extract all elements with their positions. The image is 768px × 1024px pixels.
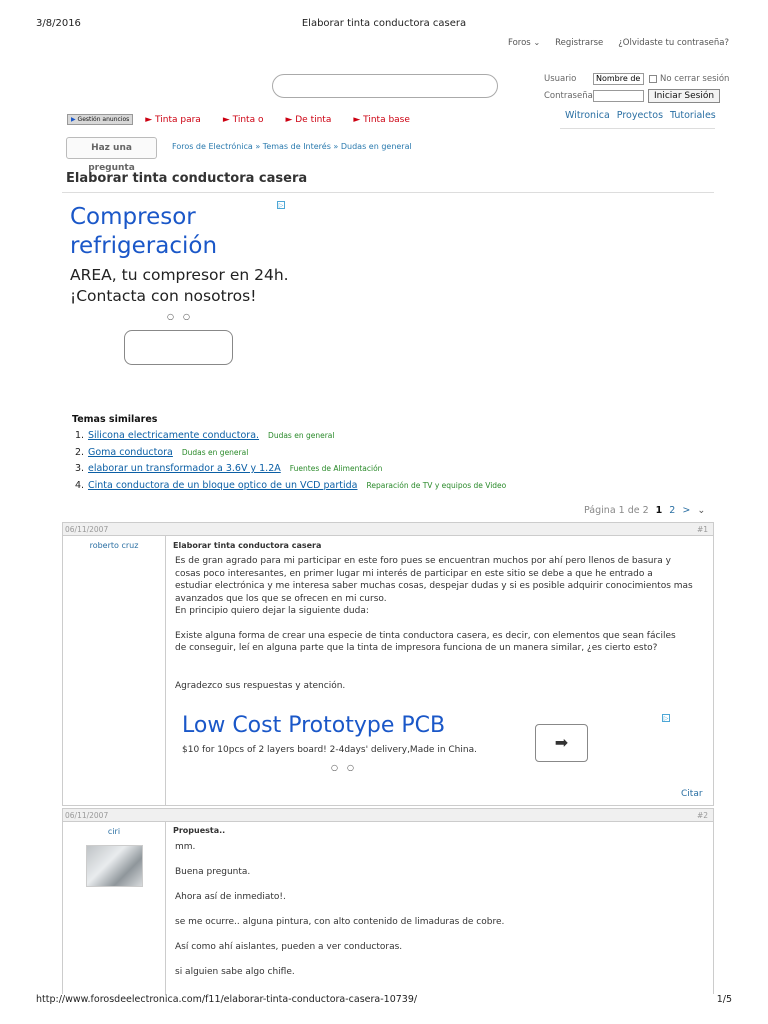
- topic-forum: Dudas en general: [268, 431, 335, 440]
- ad-headline: refrigeración: [70, 233, 218, 259]
- password-field[interactable]: [593, 90, 644, 102]
- topic-link[interactable]: elaborar un transformador a 3.6V y 1.2A: [88, 463, 281, 474]
- play-icon: ▶: [71, 116, 76, 123]
- arrow-right-icon: ➡: [554, 733, 569, 752]
- page-title: Elaborar tinta conductora casera: [66, 171, 308, 186]
- post-number[interactable]: #2: [696, 811, 708, 820]
- post-date: 06/11/2007: [65, 811, 109, 820]
- list-item: 1. Silicona electricamente conductora. Dudas en general: [75, 430, 335, 441]
- page-2-link[interactable]: 2: [669, 505, 676, 516]
- post-username[interactable]: roberto cruz: [89, 541, 139, 550]
- post-header: [63, 809, 713, 822]
- chevron-down-icon: ⌄: [533, 38, 541, 47]
- ad-headline: Compresor: [70, 204, 196, 230]
- forum-post: [62, 808, 714, 994]
- ad-link[interactable]: ► Tinta para: [145, 114, 201, 125]
- search-input[interactable]: [272, 74, 498, 98]
- ad-management-button[interactable]: ▶ Gestión anuncios: [67, 114, 133, 125]
- ad-link[interactable]: ► Tinta o: [222, 114, 264, 125]
- ad-text: ¡Contacta con nosotros!: [70, 287, 257, 305]
- quote-button[interactable]: Citar: [681, 789, 703, 799]
- topic-forum: Dudas en general: [181, 447, 249, 457]
- post-number[interactable]: #1: [696, 525, 708, 534]
- divider: [560, 128, 715, 129]
- ad-text: $10 for 10pcs of 2 layers board! 2-4days' delivery,Made in China.: [182, 745, 477, 755]
- top-nav: [508, 38, 729, 48]
- post-subject: Propuesta..: [173, 826, 226, 835]
- ad-text: AREA, tu compresor en 24h.: [70, 266, 289, 284]
- post-message: Es de gran agrado para mi participar en este foro pues se encuentran muchos por ahí pero llenos de basura y cosas poco interesantes, en primer lugar mi interés de participar en este sitio se debe a que he entrado a estudiar electrónica y me interesa saber muchas cosas, despejar dudas y si es posible adquirir conocimientos mas avanzados que los que se ofrecen en mi curso. En principio quiero dejar la siguiente duda: Existe alguna forma de crear una especie de tinta conductora casera, es decir, con elementos que sean fáciles de conseguir, leí en alguna parte que la tinta de impresora funciona de un manera similar, ¿es cierto esto? Agradezco sus respuestas y atención.: [175, 556, 693, 691]
- forum-post: [62, 522, 714, 806]
- post-user-panel: [63, 822, 166, 995]
- ad-headline: Low Cost Prototype PCB: [182, 713, 446, 738]
- topic-forum: Fuentes de Alimentación: [289, 464, 383, 473]
- chevron-down-icon[interactable]: ⌄: [697, 505, 706, 516]
- ad-carousel-dots[interactable]: ○○: [331, 763, 363, 772]
- print-title: Elaborar tinta conductora casera: [301, 18, 467, 29]
- post-user-panel: [63, 536, 166, 805]
- forgot-password-link[interactable]: ¿Olvidaste tu contraseña?: [618, 38, 730, 48]
- password-label: Contraseña: [544, 90, 593, 101]
- ad-link[interactable]: ► De tinta: [285, 114, 332, 125]
- next-page-link[interactable]: >: [682, 505, 691, 516]
- forums-menu[interactable]: Foros ⌄: [508, 38, 541, 48]
- nav-proyectos[interactable]: Proyectos: [616, 110, 664, 121]
- ad-link[interactable]: ► Tinta base: [353, 114, 410, 125]
- nav-tutoriales[interactable]: Tutoriales: [670, 110, 716, 121]
- print-page-number: 1/5: [716, 994, 732, 1005]
- username-label: Usuario: [544, 73, 577, 84]
- ad-banner[interactable]: [70, 203, 289, 307]
- site-nav: [565, 110, 716, 121]
- ad-cta-button[interactable]: [124, 330, 233, 365]
- topic-link[interactable]: Goma conductora: [88, 446, 173, 458]
- ad-pcb[interactable]: [182, 713, 477, 755]
- list-item: 2. Goma conductora Dudas en general: [75, 446, 249, 458]
- post-header: [63, 523, 713, 536]
- avatar[interactable]: [86, 845, 143, 887]
- ad-arrow-button[interactable]: [535, 724, 588, 762]
- topic-link[interactable]: Silicona electricamente conductora.: [88, 430, 260, 441]
- login-form: [544, 71, 729, 105]
- page-label: Página 1 de 2: [584, 505, 649, 516]
- adchoices-icon[interactable]: ▷: [278, 202, 284, 209]
- ad-links-bar: [67, 114, 432, 125]
- post-username[interactable]: ciri: [107, 827, 121, 836]
- register-link[interactable]: Registrarse: [555, 38, 604, 48]
- list-item: 3. elaborar un transformador a 3.6V y 1.2A Fuentes de Alimentación: [75, 463, 383, 474]
- similar-topics-title: Temas similares: [72, 414, 158, 425]
- topic-forum: Reparación de TV y equipos de Video: [366, 480, 507, 490]
- remember-checkbox[interactable]: [649, 75, 657, 83]
- login-button[interactable]: Iniciar Sesión: [648, 89, 720, 103]
- remember-label: No cerrar sesión: [660, 73, 730, 84]
- ad-carousel-dots[interactable]: ○○: [167, 312, 199, 321]
- post-subject: Elaborar tinta conductora casera: [173, 541, 322, 550]
- username-field[interactable]: [593, 73, 644, 85]
- breadcrumb[interactable]: Foros de Electrónica » Temas de Interés » Dudas en general: [172, 142, 412, 151]
- post-message: mm. Buena pregunta. Ahora así de inmediato!. se me ocurre.. alguna pintura, con alto contenido de limaduras de cobre. Así como ahí aislantes, pueden a ver conductoras. si alguien sabe algo chifle.: [175, 842, 505, 977]
- post-body: [173, 540, 321, 553]
- post-date: 06/11/2007: [65, 525, 109, 534]
- divider: [62, 192, 714, 193]
- adchoices-icon[interactable]: ▷: [663, 715, 669, 722]
- topic-link[interactable]: Cinta conductora de un bloque optico de un VCD partida: [88, 479, 358, 491]
- current-page: 1: [655, 505, 663, 516]
- post-body: [173, 825, 225, 838]
- similar-topics-list: [75, 430, 506, 496]
- nav-witronica[interactable]: Witronica: [565, 110, 610, 121]
- print-url: http://www.forosdeelectronica.com/f11/elaborar-tinta-conductora-casera-10739/: [36, 994, 418, 1005]
- print-date: 3/8/2016: [36, 18, 81, 29]
- list-item: 4. Cinta conductora de un bloque optico de un VCD partida Reparación de TV y equipos de Video: [75, 479, 507, 491]
- ask-question-button[interactable]: Haz una pregunta: [66, 137, 157, 159]
- pagination: [584, 505, 705, 516]
